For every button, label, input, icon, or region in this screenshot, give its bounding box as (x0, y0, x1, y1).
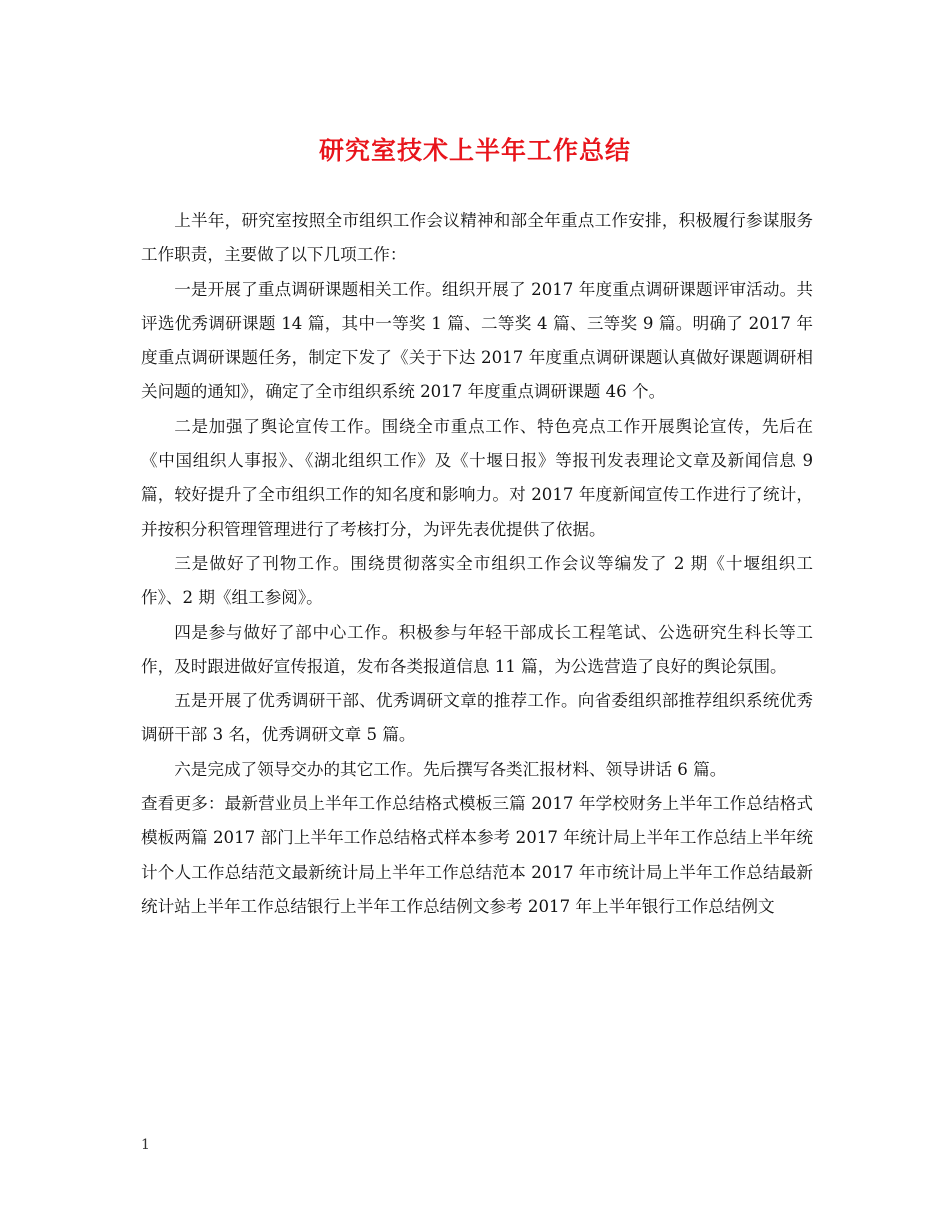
paragraph-central-work: 四是参与做好了部中心工作。积极参与年轻干部成长工程笔试、公选研究生科长等工作，及时跟进做好宣传报道，发布各类报道信息 11 篇，为公选营造了良好的舆论氛围。 (141, 622, 813, 676)
paragraph-publicity: 二是加强了舆论宣传工作。围绕全市重点工作、特色亮点工作开展舆论宣传，先后在《中国组织人事报》、《湖北组织工作》及《十堰日报》等报刊发表理论文章及新闻信息 9 篇，较好提升了全市组织工作的知名度和影响力。对 2017 年度新闻宣传工作进行了统计，并按积分积管理管理进行了考核打分，为评先表优提供了依据。 (141, 416, 813, 539)
paragraph-other-tasks: 六是完成了领导交办的其它工作。先后撰写各类汇报材料、领导讲话 6 篇。 (174, 759, 727, 779)
page-number: 1 (141, 1137, 150, 1153)
paragraph-publications: 三是做好了刊物工作。围绕贯彻落实全市组织工作会议等编发了 2 期《十堰组织工作》、2 期《组工参阅》。 (141, 553, 813, 608)
document-title: 研究室技术上半年工作总结 (318, 136, 631, 165)
document-body (141, 204, 813, 924)
paragraph-research-topics: 一是开展了重点调研课题相关工作。组织开展了 2017 年度重点调研课题评审活动。共评选优秀调研课题 14 篇，其中一等奖 1 篇、二等奖 4 篇、三等奖 9 篇。明确了 2017 年度重点调研课题任务，制定下发了《关于下达 2017 年度重点调研课题认真做好课题调研相关问题的通知》，确定了全市组织系统 2017 年度重点调研课题 46 个。 (141, 279, 813, 402)
intro-paragraph: 上半年，研究室按照全市组织工作会议精神和部全年重点工作安排，积极履行参谋服务工作职责，主要做了以下几项工作： (141, 211, 813, 265)
see-more-links[interactable]: 查看更多：最新营业员上半年工作总结格式模板三篇 2017 年学校财务上半年工作总结格式模板两篇 2017 部门上半年工作总结格式样本参考 2017 年统计局上半年工作总结上半年统计个人工作总结范文最新统计局上半年工作总结范本 2017 年市统计局上半年工作总结最新统计站上半年工作总结银行上半年工作总结例文参考 2017 年上半年银行工作总结例文 (141, 794, 813, 916)
paragraph-recommendations: 五是开展了优秀调研干部、优秀调研文章的推荐工作。向省委组织部推荐组织系统优秀调研干部 3 名，优秀调研文章 5 篇。 (141, 691, 813, 745)
